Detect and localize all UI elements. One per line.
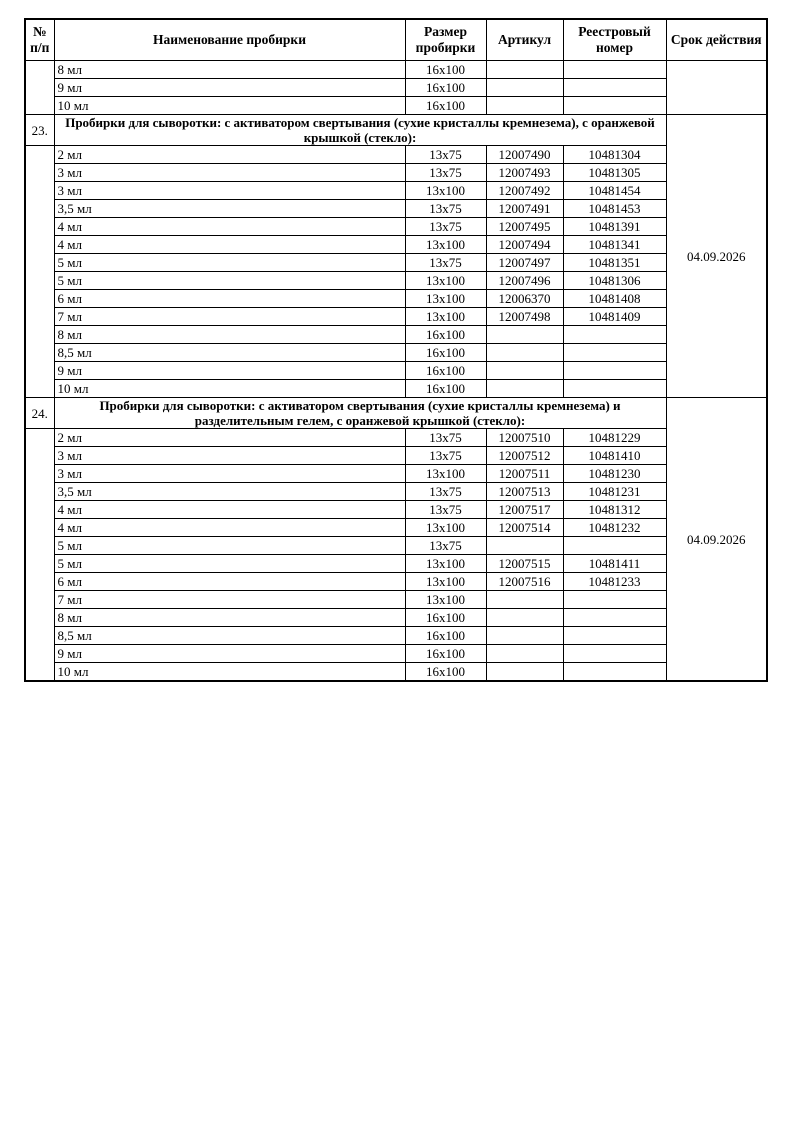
table-row <box>25 519 767 537</box>
cell-registry <box>563 663 666 682</box>
cell-article: 12006370 <box>486 290 563 308</box>
table-row <box>25 79 767 97</box>
cell-registry: 10481454 <box>563 182 666 200</box>
table-row <box>25 218 767 236</box>
cell-registry: 10481304 <box>563 146 666 164</box>
cell-registry: 10481410 <box>563 447 666 465</box>
cell-size: 13x100 <box>405 555 486 573</box>
cell-size: 16x100 <box>405 663 486 682</box>
table-row <box>25 501 767 519</box>
cell-name: 8,5 мл <box>54 627 405 645</box>
cell-size: 13x100 <box>405 465 486 483</box>
cell-name: 10 мл <box>54 663 405 682</box>
row-number-cell <box>25 146 54 398</box>
cell-registry: 10481341 <box>563 236 666 254</box>
cell-article: 12007514 <box>486 519 563 537</box>
cell-article: 12007491 <box>486 200 563 218</box>
cell-name: 9 мл <box>54 362 405 380</box>
col-header-size: Размер пробирки <box>405 19 486 61</box>
cell-registry: 10481408 <box>563 290 666 308</box>
table-header <box>25 19 767 61</box>
cell-registry: 10481411 <box>563 555 666 573</box>
cell-size: 13x100 <box>405 308 486 326</box>
table-row <box>25 200 767 218</box>
cell-size: 13x75 <box>405 429 486 447</box>
table-row <box>25 609 767 627</box>
cell-registry <box>563 537 666 555</box>
cell-article: 12007510 <box>486 429 563 447</box>
cell-name: 4 мл <box>54 519 405 537</box>
header-row <box>25 19 767 61</box>
cell-registry: 10481306 <box>563 272 666 290</box>
cell-size: 13x75 <box>405 501 486 519</box>
cell-registry <box>563 627 666 645</box>
cell-validity: 04.09.2026 <box>666 115 767 398</box>
cell-size: 16x100 <box>405 380 486 398</box>
col-header-registry: Реестровый номер <box>563 19 666 61</box>
cell-article <box>486 362 563 380</box>
table-row <box>25 236 767 254</box>
cell-registry <box>563 326 666 344</box>
cell-name: 9 мл <box>54 79 405 97</box>
tube-registry-table <box>24 18 768 682</box>
cell-size: 13x100 <box>405 519 486 537</box>
cell-article: 12007512 <box>486 447 563 465</box>
section-header-row <box>25 398 767 429</box>
section-title-cell: Пробирки для сыворотки: с активатором свертывания (сухие кристаллы кремнезема) и разделительным гелем, с оранжевой крышкой (стекло): <box>54 398 666 429</box>
cell-name: 5 мл <box>54 254 405 272</box>
table-row <box>25 254 767 272</box>
table-row <box>25 146 767 164</box>
cell-name: 3,5 мл <box>54 200 405 218</box>
cell-name: 6 мл <box>54 573 405 591</box>
table-row <box>25 362 767 380</box>
cell-name: 3 мл <box>54 164 405 182</box>
cell-registry: 10481351 <box>563 254 666 272</box>
cell-registry <box>563 591 666 609</box>
cell-registry: 10481453 <box>563 200 666 218</box>
cell-size: 13x75 <box>405 218 486 236</box>
table-row <box>25 182 767 200</box>
cell-validity <box>666 61 767 115</box>
cell-name: 4 мл <box>54 218 405 236</box>
cell-registry <box>563 380 666 398</box>
cell-name: 4 мл <box>54 501 405 519</box>
cell-article <box>486 645 563 663</box>
cell-size: 13x75 <box>405 447 486 465</box>
cell-article: 12007498 <box>486 308 563 326</box>
cell-article: 12007517 <box>486 501 563 519</box>
table-row <box>25 645 767 663</box>
col-header-article: Артикул <box>486 19 563 61</box>
cell-size: 16x100 <box>405 645 486 663</box>
cell-registry: 10481230 <box>563 465 666 483</box>
table-row <box>25 326 767 344</box>
cell-name: 2 мл <box>54 429 405 447</box>
table-body <box>25 61 767 682</box>
cell-size: 13x75 <box>405 164 486 182</box>
cell-size: 13x100 <box>405 182 486 200</box>
cell-size: 13x100 <box>405 573 486 591</box>
cell-name: 3,5 мл <box>54 483 405 501</box>
cell-registry <box>563 61 666 79</box>
col-header-name: Наименование пробирки <box>54 19 405 61</box>
cell-article <box>486 61 563 79</box>
cell-article: 12007492 <box>486 182 563 200</box>
cell-size: 13x75 <box>405 483 486 501</box>
section-header-row <box>25 115 767 146</box>
cell-registry: 10481231 <box>563 483 666 501</box>
cell-size: 13x75 <box>405 537 486 555</box>
section-number-cell: 24. <box>25 398 54 429</box>
cell-registry: 10481229 <box>563 429 666 447</box>
cell-size: 13x75 <box>405 254 486 272</box>
cell-registry <box>563 362 666 380</box>
cell-registry <box>563 609 666 627</box>
cell-name: 7 мл <box>54 308 405 326</box>
cell-size: 13x100 <box>405 290 486 308</box>
table-row <box>25 380 767 398</box>
table-row <box>25 627 767 645</box>
cell-article <box>486 627 563 645</box>
cell-name: 8 мл <box>54 61 405 79</box>
table-row <box>25 465 767 483</box>
cell-name: 5 мл <box>54 537 405 555</box>
cell-article <box>486 97 563 115</box>
section-title-cell: Пробирки для сыворотки: с активатором свертывания (сухие кристаллы кремнезема), с оранжевой крышкой (стекло): <box>54 115 666 146</box>
cell-article <box>486 537 563 555</box>
cell-article: 12007494 <box>486 236 563 254</box>
cell-registry: 10481312 <box>563 501 666 519</box>
table-row <box>25 573 767 591</box>
cell-name: 8 мл <box>54 326 405 344</box>
table-row <box>25 591 767 609</box>
cell-article: 12007497 <box>486 254 563 272</box>
cell-article: 12007511 <box>486 465 563 483</box>
cell-name: 9 мл <box>54 645 405 663</box>
cell-article <box>486 326 563 344</box>
col-header-num: № п/п <box>25 19 54 61</box>
cell-size: 16x100 <box>405 326 486 344</box>
table-row <box>25 290 767 308</box>
table-row <box>25 429 767 447</box>
cell-name: 4 мл <box>54 236 405 254</box>
cell-name: 10 мл <box>54 380 405 398</box>
cell-registry: 10481391 <box>563 218 666 236</box>
table-row <box>25 97 767 115</box>
cell-size: 13x75 <box>405 200 486 218</box>
cell-size: 16x100 <box>405 79 486 97</box>
table-row <box>25 483 767 501</box>
cell-registry: 10481232 <box>563 519 666 537</box>
cell-name: 5 мл <box>54 272 405 290</box>
cell-size: 16x100 <box>405 97 486 115</box>
cell-size: 16x100 <box>405 61 486 79</box>
cell-name: 3 мл <box>54 182 405 200</box>
cell-validity: 04.09.2026 <box>666 398 767 682</box>
cell-registry <box>563 79 666 97</box>
cell-registry: 10481305 <box>563 164 666 182</box>
cell-name: 5 мл <box>54 555 405 573</box>
cell-registry <box>563 645 666 663</box>
row-number-cell <box>25 61 54 115</box>
cell-article: 12007490 <box>486 146 563 164</box>
cell-size: 13x75 <box>405 146 486 164</box>
cell-article: 12007495 <box>486 218 563 236</box>
table-row <box>25 447 767 465</box>
cell-registry: 10481233 <box>563 573 666 591</box>
cell-size: 13x100 <box>405 591 486 609</box>
cell-size: 16x100 <box>405 344 486 362</box>
cell-article <box>486 609 563 627</box>
row-number-cell <box>25 429 54 682</box>
cell-registry <box>563 97 666 115</box>
table-row <box>25 61 767 79</box>
cell-name: 8 мл <box>54 609 405 627</box>
cell-size: 13x100 <box>405 272 486 290</box>
cell-name: 3 мл <box>54 465 405 483</box>
cell-name: 3 мл <box>54 447 405 465</box>
table-row <box>25 272 767 290</box>
cell-article: 12007513 <box>486 483 563 501</box>
table-row <box>25 555 767 573</box>
cell-name: 7 мл <box>54 591 405 609</box>
cell-size: 16x100 <box>405 609 486 627</box>
cell-size: 16x100 <box>405 362 486 380</box>
table-row <box>25 308 767 326</box>
cell-article: 12007515 <box>486 555 563 573</box>
table-row <box>25 537 767 555</box>
cell-name: 10 мл <box>54 97 405 115</box>
cell-article: 12007496 <box>486 272 563 290</box>
section-number-cell: 23. <box>25 115 54 146</box>
cell-size: 13x100 <box>405 236 486 254</box>
cell-article <box>486 591 563 609</box>
table-row <box>25 663 767 682</box>
cell-article <box>486 380 563 398</box>
cell-registry: 10481409 <box>563 308 666 326</box>
cell-article <box>486 344 563 362</box>
cell-article: 12007493 <box>486 164 563 182</box>
cell-article <box>486 79 563 97</box>
cell-article: 12007516 <box>486 573 563 591</box>
cell-size: 16x100 <box>405 627 486 645</box>
cell-name: 8,5 мл <box>54 344 405 362</box>
cell-name: 6 мл <box>54 290 405 308</box>
cell-article <box>486 663 563 682</box>
table-row <box>25 344 767 362</box>
cell-registry <box>563 344 666 362</box>
cell-name: 2 мл <box>54 146 405 164</box>
col-header-validity: Срок действия <box>666 19 767 61</box>
table-row <box>25 164 767 182</box>
